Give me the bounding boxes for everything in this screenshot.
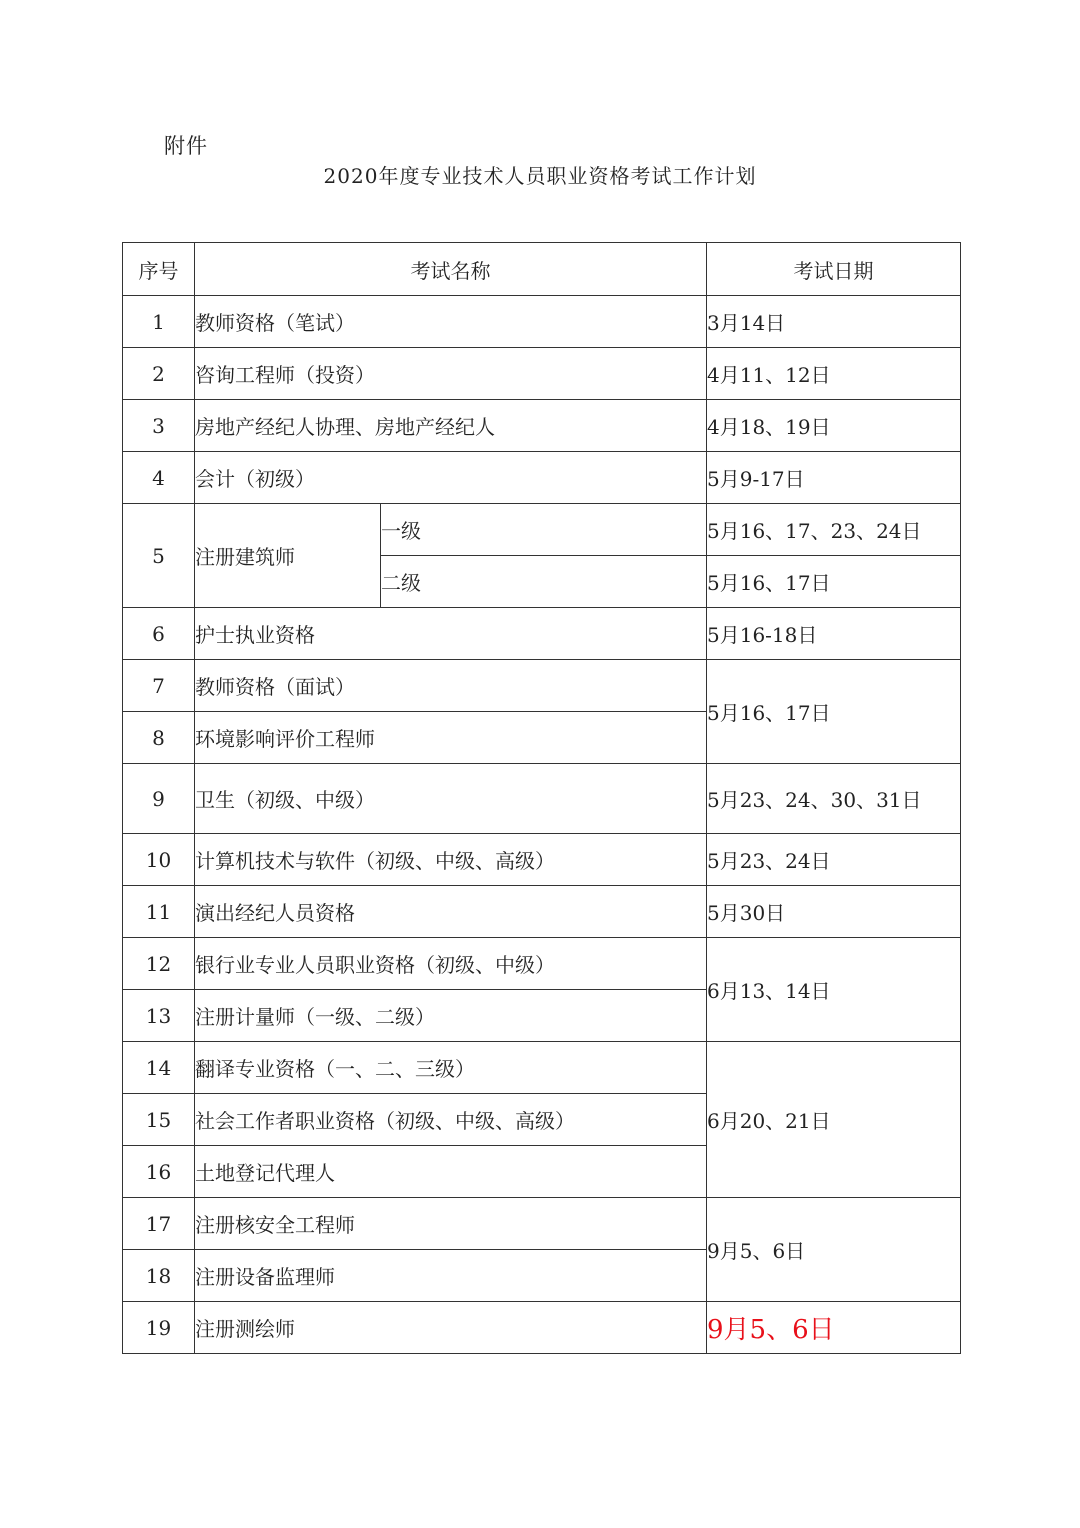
exam-date: 4月18、19日: [707, 400, 961, 452]
exam-name: 教师资格（笔试）: [195, 296, 707, 348]
row-number: 9: [123, 764, 195, 834]
table-row: [123, 938, 961, 990]
exam-date: 5月16、17日: [707, 556, 961, 608]
exam-name: 环境影响评价工程师: [195, 712, 707, 764]
exam-name: 注册核安全工程师: [195, 1198, 707, 1250]
table-row: [123, 1042, 961, 1094]
exam-name: 教师资格（面试）: [195, 660, 707, 712]
page-title: 2020年度专业技术人员职业资格考试工作计划: [323, 164, 757, 188]
exam-name: 注册建筑师: [195, 504, 381, 608]
column-header-no: 序号: [123, 243, 195, 296]
row-number: 10: [123, 834, 195, 886]
table-row: [123, 452, 961, 504]
exam-level: 二级: [381, 556, 707, 608]
exam-date: 5月23、24日: [707, 834, 961, 886]
exam-date: 5月16、17、23、24日: [707, 504, 961, 556]
exam-schedule-table: [122, 242, 961, 1354]
exam-name: 房地产经纪人协理、房地产经纪人: [195, 400, 707, 452]
row-number: 15: [123, 1094, 195, 1146]
column-header-name: 考试名称: [195, 243, 707, 296]
exam-name: 银行业专业人员职业资格（初级、中级）: [195, 938, 707, 990]
exam-date: 5月16-18日: [707, 608, 961, 660]
exam-date: 6月13、14日: [707, 938, 961, 1042]
table-row: [123, 348, 961, 400]
column-header-date: 考试日期: [707, 243, 961, 296]
row-number: 4: [123, 452, 195, 504]
row-number: 7: [123, 660, 195, 712]
exam-name: 注册设备监理师: [195, 1250, 707, 1302]
row-number: 2: [123, 348, 195, 400]
table-row: [123, 608, 961, 660]
row-number: 11: [123, 886, 195, 938]
row-number: 3: [123, 400, 195, 452]
row-number: 1: [123, 296, 195, 348]
exam-name: 会计（初级）: [195, 452, 707, 504]
table-row: [123, 400, 961, 452]
table-row: [123, 1198, 961, 1250]
table-row: [123, 660, 961, 712]
exam-date: 4月11、12日: [707, 348, 961, 400]
table-row: [123, 504, 961, 556]
exam-name: 卫生（初级、中级）: [195, 764, 707, 834]
exam-name: 注册测绘师: [195, 1302, 707, 1354]
row-number: 17: [123, 1198, 195, 1250]
exam-level: 一级: [381, 504, 707, 556]
attachment-label: 附件: [164, 134, 208, 158]
exam-name: 翻译专业资格（一、二、三级）: [195, 1042, 707, 1094]
exam-date: 6月20、21日: [707, 1042, 961, 1198]
exam-date: 5月23、24、30、31日: [707, 764, 961, 834]
table-row: [123, 834, 961, 886]
exam-date: 5月30日: [707, 886, 961, 938]
row-number: 8: [123, 712, 195, 764]
row-number: 5: [123, 504, 195, 608]
exam-date: 9月5、6日: [707, 1198, 961, 1302]
row-number: 19: [123, 1302, 195, 1354]
table-header-row: [123, 243, 961, 296]
exam-name: 社会工作者职业资格（初级、中级、高级）: [195, 1094, 707, 1146]
row-number: 6: [123, 608, 195, 660]
exam-date: 5月16、17日: [707, 660, 961, 764]
exam-name: 演出经纪人员资格: [195, 886, 707, 938]
exam-date: 5月9-17日: [707, 452, 961, 504]
row-number: 18: [123, 1250, 195, 1302]
exam-date: 3月14日: [707, 296, 961, 348]
exam-name: 计算机技术与软件（初级、中级、高级）: [195, 834, 707, 886]
table-row: [123, 886, 961, 938]
row-number: 12: [123, 938, 195, 990]
row-number: 13: [123, 990, 195, 1042]
exam-name: 土地登记代理人: [195, 1146, 707, 1198]
table-row: [123, 1302, 961, 1354]
exam-name: 咨询工程师（投资）: [195, 348, 707, 400]
row-number: 14: [123, 1042, 195, 1094]
exam-name: 注册计量师（一级、二级）: [195, 990, 707, 1042]
table-row: [123, 764, 961, 834]
exam-name: 护士执业资格: [195, 608, 707, 660]
table-row: [123, 296, 961, 348]
row-number: 16: [123, 1146, 195, 1198]
exam-date-highlighted: 9月5、6日: [707, 1302, 961, 1354]
